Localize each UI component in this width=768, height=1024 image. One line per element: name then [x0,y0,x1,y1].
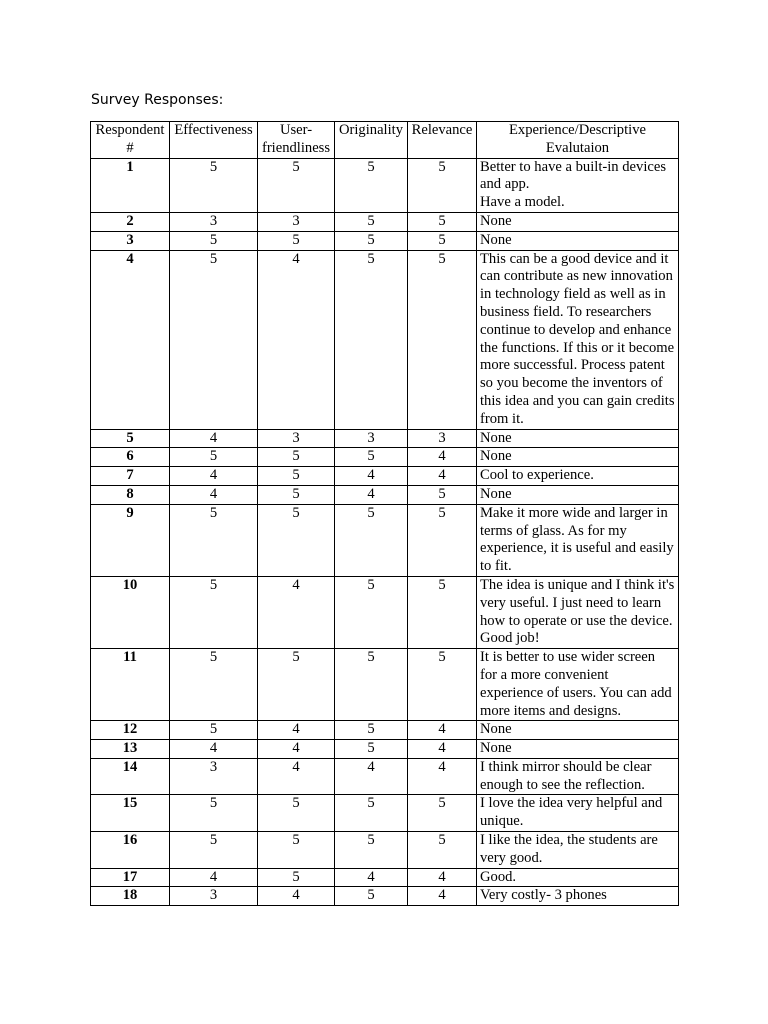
header-row [91,122,679,159]
cell-effectiveness: 3 [170,758,258,795]
cell-relevance: 4 [408,887,477,906]
cell-respondent: 16 [91,832,170,869]
cell-respondent: 10 [91,576,170,648]
cell-user-friendliness: 4 [258,740,335,759]
cell-respondent: 5 [91,429,170,448]
cell-effectiveness: 5 [170,504,258,576]
cell-effectiveness: 5 [170,649,258,721]
cell-respondent: 6 [91,448,170,467]
cell-effectiveness: 5 [170,832,258,869]
cell-effectiveness: 5 [170,158,258,212]
cell-relevance: 5 [408,212,477,231]
cell-originality: 4 [335,467,408,486]
cell-experience: Good. [477,868,679,887]
table-row [91,868,679,887]
cell-originality: 5 [335,576,408,648]
cell-respondent: 17 [91,868,170,887]
cell-respondent: 15 [91,795,170,832]
cell-user-friendliness: 5 [258,504,335,576]
table-row [91,250,679,429]
cell-experience: None [477,212,679,231]
cell-originality: 5 [335,649,408,721]
cell-relevance: 4 [408,467,477,486]
cell-effectiveness: 5 [170,250,258,429]
header-user-friendliness: User-friendliness [258,122,335,159]
cell-respondent: 8 [91,485,170,504]
table-row [91,467,679,486]
table-row [91,448,679,467]
table-row [91,504,679,576]
cell-effectiveness: 5 [170,795,258,832]
cell-experience: It is better to use wider screen for a more convenient experience of users. You can add more items and designs. [477,649,679,721]
cell-user-friendliness: 5 [258,448,335,467]
cell-experience: None [477,485,679,504]
cell-relevance: 5 [408,576,477,648]
cell-effectiveness: 5 [170,448,258,467]
cell-experience: Make it more wide and larger in terms of glass. As for my experience, it is useful and easily to fit. [477,504,679,576]
cell-respondent: 13 [91,740,170,759]
cell-experience: None [477,448,679,467]
cell-user-friendliness: 4 [258,887,335,906]
cell-originality: 5 [335,721,408,740]
document-heading: Survey Responses: [91,92,224,108]
cell-relevance: 4 [408,868,477,887]
cell-relevance: 3 [408,429,477,448]
cell-originality: 4 [335,868,408,887]
cell-user-friendliness: 5 [258,158,335,212]
cell-originality: 5 [335,504,408,576]
header-effectiveness: Effectiveness [170,122,258,159]
cell-user-friendliness: 4 [258,576,335,648]
cell-user-friendliness: 5 [258,832,335,869]
table-body [91,158,679,906]
cell-user-friendliness: 4 [258,758,335,795]
cell-respondent: 14 [91,758,170,795]
cell-originality: 5 [335,231,408,250]
cell-respondent: 9 [91,504,170,576]
cell-experience: None [477,721,679,740]
cell-experience: Very costly- 3 phones [477,887,679,906]
cell-user-friendliness: 5 [258,795,335,832]
cell-experience: The idea is unique and I think it's very useful. I just need to learn how to operate or use the device. Good job! [477,576,679,648]
cell-user-friendliness: 3 [258,429,335,448]
table-row [91,795,679,832]
table-row [91,576,679,648]
cell-experience: I love the idea very helpful and unique. [477,795,679,832]
cell-relevance: 4 [408,721,477,740]
cell-effectiveness: 4 [170,740,258,759]
cell-experience: This can be a good device and it can contribute as new innovation in technology field as well as in business field. To researchers continue to develop and enhance the functions. If this or it become more successful. Process patent so you become the inventors of this idea and you can gain credits from it. [477,250,679,429]
cell-originality: 5 [335,212,408,231]
cell-user-friendliness: 4 [258,721,335,740]
cell-originality: 5 [335,887,408,906]
cell-effectiveness: 4 [170,429,258,448]
cell-effectiveness: 5 [170,231,258,250]
cell-user-friendliness: 5 [258,868,335,887]
table-row [91,231,679,250]
cell-relevance: 4 [408,448,477,467]
cell-originality: 3 [335,429,408,448]
cell-respondent: 12 [91,721,170,740]
cell-effectiveness: 4 [170,485,258,504]
cell-experience: Better to have a built-in devices and app. Have a model. [477,158,679,212]
cell-originality: 5 [335,795,408,832]
header-respondent: Respondent # [91,122,170,159]
table-row [91,832,679,869]
cell-effectiveness: 5 [170,576,258,648]
cell-relevance: 5 [408,649,477,721]
cell-respondent: 1 [91,158,170,212]
survey-responses-table [90,121,679,906]
cell-user-friendliness: 5 [258,467,335,486]
cell-originality: 5 [335,250,408,429]
table-row [91,485,679,504]
cell-originality: 5 [335,740,408,759]
cell-user-friendliness: 5 [258,485,335,504]
cell-user-friendliness: 4 [258,250,335,429]
cell-relevance: 4 [408,740,477,759]
header-originality: Originality [335,122,408,159]
table-row [91,429,679,448]
table-row [91,721,679,740]
header-relevance: Relevance [408,122,477,159]
cell-relevance: 5 [408,250,477,429]
table-row [91,740,679,759]
cell-experience: None [477,740,679,759]
cell-relevance: 5 [408,158,477,212]
cell-experience: None [477,231,679,250]
cell-originality: 4 [335,758,408,795]
cell-originality: 5 [335,832,408,869]
cell-relevance: 5 [408,231,477,250]
cell-respondent: 7 [91,467,170,486]
cell-effectiveness: 4 [170,467,258,486]
cell-experience: I think mirror should be clear enough to see the reflection. [477,758,679,795]
cell-relevance: 5 [408,832,477,869]
cell-respondent: 4 [91,250,170,429]
cell-user-friendliness: 5 [258,649,335,721]
cell-user-friendliness: 3 [258,212,335,231]
cell-experience: None [477,429,679,448]
table-row [91,649,679,721]
cell-respondent: 2 [91,212,170,231]
cell-relevance: 5 [408,795,477,832]
table-row [91,758,679,795]
cell-experience: Cool to experience. [477,467,679,486]
cell-originality: 5 [335,158,408,212]
cell-respondent: 11 [91,649,170,721]
cell-originality: 4 [335,485,408,504]
cell-effectiveness: 4 [170,868,258,887]
cell-relevance: 5 [408,485,477,504]
cell-effectiveness: 3 [170,887,258,906]
cell-respondent: 18 [91,887,170,906]
table-row [91,887,679,906]
header-experience: Experience/Descriptive Evalutaion [477,122,679,159]
table-row [91,212,679,231]
cell-experience: I like the idea, the students are very good. [477,832,679,869]
cell-originality: 5 [335,448,408,467]
table-header [91,122,679,159]
cell-respondent: 3 [91,231,170,250]
table-row [91,158,679,212]
cell-relevance: 5 [408,504,477,576]
cell-user-friendliness: 5 [258,231,335,250]
cell-relevance: 4 [408,758,477,795]
cell-effectiveness: 5 [170,721,258,740]
cell-effectiveness: 3 [170,212,258,231]
